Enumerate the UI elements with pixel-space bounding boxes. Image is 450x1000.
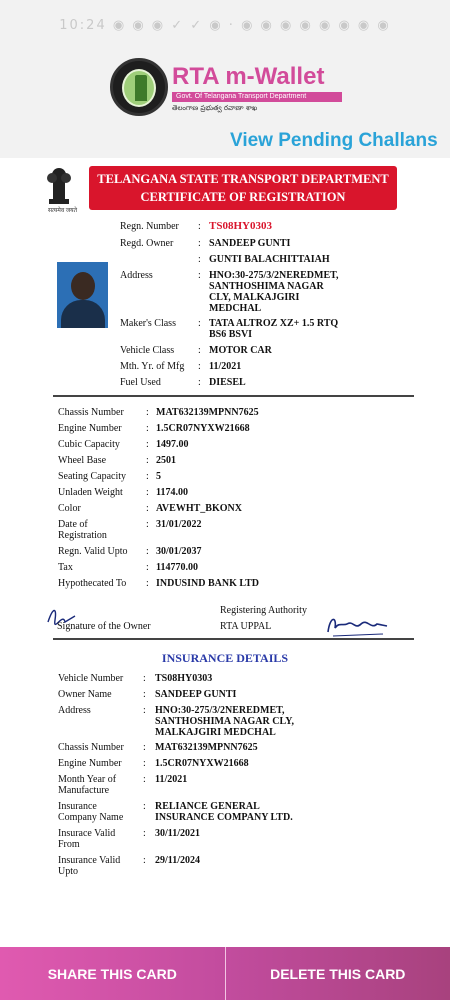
ins-address-line: SANTHOSHIMA NAGAR CLY, (155, 716, 295, 727)
share-card-button[interactable]: SHARE THIS CARD (0, 947, 225, 1000)
app-logo (110, 58, 360, 114)
ins-mfg-label: Month Year of (58, 774, 117, 785)
ins-owner-value: SANDEEP GUNTI (155, 689, 237, 700)
telangana-emblem-icon (110, 58, 168, 116)
ashoka-emblem-icon (44, 163, 74, 211)
hypothecated-value: INDUSIND BANK LTD (156, 578, 259, 589)
app-telugu-subtitle: తెలంగాణ ప్రభుత్వ రవాణా శాఖ (172, 104, 258, 112)
banner-line-1: TELANGANA STATE TRANSPORT DEPARTMENT (97, 172, 389, 186)
unladen-value: 1174.00 (156, 487, 188, 498)
engine-label: Engine Number (58, 423, 122, 434)
regn-label: Regn. Number (120, 221, 179, 232)
tax-value: 114770.00 (156, 562, 198, 573)
address-label: Address (120, 270, 153, 281)
ins-vehicle-label: Vehicle Number (58, 673, 124, 684)
owner-value: SANDEEP GUNTI (209, 238, 291, 249)
seating-label: Seating Capacity (58, 471, 127, 482)
cc-label: Cubic Capacity (58, 439, 120, 450)
ins-upto-label: Upto (58, 866, 78, 877)
ins-address-line: MALKAJGIRI MEDCHAL (155, 727, 276, 738)
ins-from-value: 30/11/2021 (155, 828, 201, 839)
department-banner (89, 166, 397, 210)
ins-vehicle-value: TS08HY0303 (155, 673, 213, 684)
address-line: SANTHOSHIMA NAGAR (209, 281, 324, 292)
ins-chassis-value: MAT632139MPNN7625 (155, 742, 258, 753)
dor-label: Registration (58, 530, 107, 541)
ins-company-label: Company Name (58, 812, 124, 823)
wheelbase-value: 2501 (156, 455, 176, 466)
vclass-value: MOTOR CAR (209, 345, 272, 356)
makers-line: BS6 BSVI (209, 329, 253, 340)
banner-line-2: CERTIFICATE OF REGISTRATION (140, 190, 346, 204)
dor-value: 31/01/2022 (156, 519, 202, 530)
ins-upto-value: 29/11/2024 (155, 855, 201, 866)
owner-label: Regd. Owner (120, 238, 174, 249)
ins-upto-label: Insurance Valid (58, 855, 121, 866)
valid-label: Regn. Valid Upto (58, 546, 128, 557)
fuel-value: DIESEL (209, 377, 246, 388)
fuel-label: Fuel Used (120, 377, 161, 388)
wheelbase-label: Wheel Base (58, 455, 107, 466)
ins-address-label: Address (58, 705, 91, 716)
makers-line: TATA ALTROZ XZ+ 1.5 RTQ (209, 318, 339, 329)
ins-address-line: HNO:30-275/3/2NEREDMET, (155, 705, 285, 716)
address-line: HNO:30-275/3/2NEREDMET, (209, 270, 339, 281)
app-header (0, 0, 450, 158)
seating-value: 5 (156, 471, 161, 482)
delete-card-button[interactable]: DELETE THIS CARD (226, 947, 450, 1000)
authority-signature-icon (325, 612, 390, 640)
app-subtitle: Govt. Of Telangana Transport Department (172, 92, 342, 102)
unladen-label: Unladen Weight (58, 487, 123, 498)
address-line: MEDCHAL (209, 303, 262, 314)
hypothecated-label: Hypothecated To (58, 578, 127, 589)
engine-value: 1.5CR07NYXW21668 (156, 423, 250, 434)
mfg-label: Mth. Yr. of Mfg (120, 361, 185, 372)
cc-value: 1497.00 (156, 439, 189, 450)
chassis-label: Chassis Number (58, 407, 124, 418)
section-divider (53, 638, 414, 640)
ins-owner-label: Owner Name (58, 689, 112, 700)
section-divider (53, 395, 414, 397)
ins-engine-value: 1.5CR07NYXW21668 (155, 758, 249, 769)
status-bar: 10:24 ◉ ◉ ◉ ✓ ✓ ◉ · ◉ ◉ ◉ ◉ ◉ ◉ ◉ ◉ (59, 18, 391, 33)
ins-from-label: Insurace Valid (58, 828, 116, 839)
owner-photo (57, 262, 108, 328)
ins-engine-label: Engine Number (58, 758, 122, 769)
color-label: Color (58, 503, 81, 514)
makers-label: Maker's Class (120, 318, 176, 329)
regn-value: TS08HY0303 (209, 220, 272, 232)
valid-value: 30/01/2037 (156, 546, 202, 557)
ins-company-line: INSURANCE COMPANY LTD. (155, 812, 293, 823)
mfg-value: 11/2021 (209, 361, 242, 372)
ins-company-line: RELIANCE GENERAL (155, 801, 260, 812)
action-bar (0, 947, 450, 1000)
ins-chassis-label: Chassis Number (58, 742, 124, 753)
owner-signature-label: Signature of the Owner (57, 621, 151, 632)
ins-from-label: From (58, 839, 80, 850)
color-value: AVEWHT_BKONX (156, 503, 242, 514)
tax-label: Tax (58, 562, 73, 573)
app-title: RTA m-Wallet (172, 63, 325, 90)
ra-label: Registering Authority (220, 605, 307, 616)
ra-value: RTA UPPAL (220, 621, 272, 632)
address-line: CLY, MALKAJGIRI (209, 292, 300, 303)
ins-mfg-value: 11/2021 (155, 774, 188, 785)
emblem-caption: सत्यमेव जयते (48, 208, 78, 214)
dor-label: Date of (58, 519, 88, 530)
owner-value-2: GUNTI BALACHITTAIAH (209, 254, 330, 265)
chassis-value: MAT632139MPNN7625 (156, 407, 259, 418)
view-pending-challans-link[interactable]: View Pending Challans (230, 130, 438, 151)
ins-company-label: Insurance (58, 801, 97, 812)
vclass-label: Vehicle Class (120, 345, 175, 356)
insurance-title: INSURANCE DETAILS (161, 651, 289, 665)
ins-mfg-label: Manufacture (58, 785, 110, 796)
